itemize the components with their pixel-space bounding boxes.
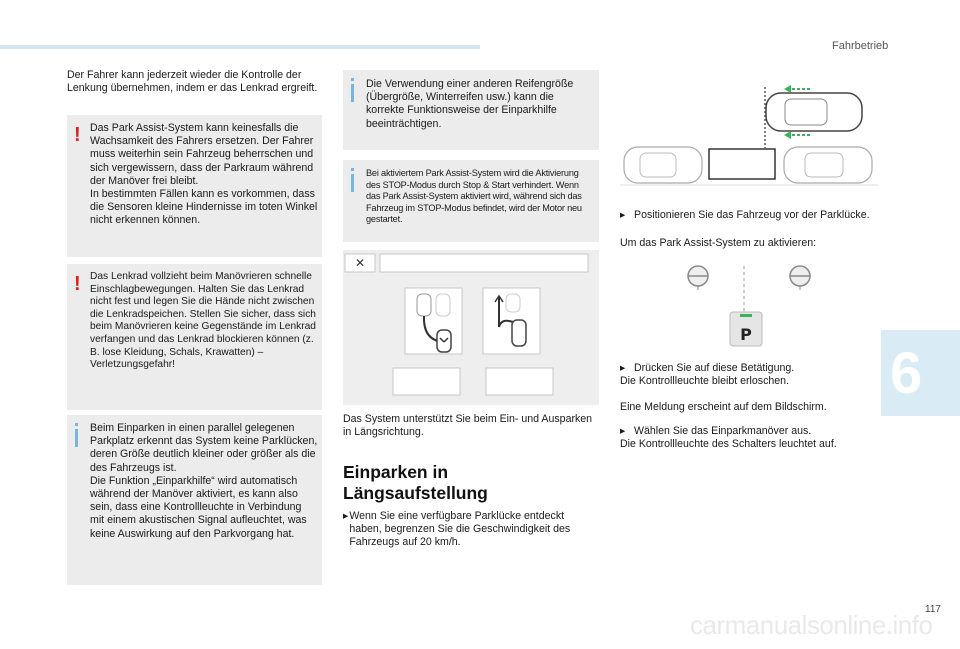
info-box-parking	[67, 415, 322, 585]
step-press: ▸ Drücken Sie auf diese Betätigung. Die Kontrollleuchte bleibt erloschen.	[620, 362, 878, 388]
bullet-marker: ▸	[620, 209, 626, 221]
step-select: ▸ Wählen Sie das Einparkmanöver aus. Die Kontrollleuchte des Schalters leuchtet auf.	[620, 425, 878, 451]
intro-text: Der Fahrer kann jederzeit wieder die Kontrolle der Lenkung übernehmen, indem er das Lenkrad ergreift.	[67, 69, 318, 95]
warning-icon: !	[74, 273, 81, 295]
step-position: ▸ Positionieren Sie das Fahrzeug vor der Parklücke.	[620, 209, 870, 221]
warning-text: In bestimmten Fällen kann es vorkommen, dass die Sensoren kleine Hindernisse im toten Winkel nicht erkennen können.	[90, 188, 318, 227]
info-text: Die Verwendung einer anderen Reifengröße (Übergröße, Winterreifen usw.) kann die korrekte Funktionsweise der Einparkhilfe beeinträchtigen.	[366, 78, 574, 130]
activate-text: Um das Park Assist-System zu aktivieren:	[620, 237, 817, 249]
warning-box-vigilance	[67, 115, 322, 257]
info-text: Beim Einparken in einen parallel gelegenen Parkplatz erkennt das System keine Parklücken, deren Größe deutlich kleiner oder größer als die des Fahrzeugs ist.	[90, 422, 318, 474]
message-text: Eine Meldung erscheint auf dem Bildschirm.	[620, 401, 827, 413]
steering-wheel-illustration	[660, 262, 830, 352]
info-text: Bei aktiviertem Park Assist-System wird die Aktivierung des STOP-Modus durch Stop & Start verhindert. Wenn das Park Assist-System aktiviert wird, während sich das Fahrzeug im STOP-Modus befindet, wird der Motor neu gestartet.	[366, 168, 582, 225]
step-note: Die Kontrollleuchte des Schalters leuchtet auf.	[620, 438, 837, 451]
info-icon	[75, 429, 78, 447]
caption-text: Das System unterstützt Sie beim Ein- und Ausparken in Längsrichtung.	[343, 413, 593, 439]
watermark: carmanualsonline.info	[690, 610, 933, 640]
bullet-marker: ▸	[620, 362, 626, 374]
bullet-marker: ▸	[343, 510, 349, 522]
warning-box-steering	[67, 264, 322, 410]
chapter-title: Fahrbetrieb	[832, 40, 889, 52]
info-icon	[351, 84, 354, 102]
info-box-tires	[343, 70, 599, 150]
close-icon: ✕	[354, 256, 366, 270]
info-text: Die Funktion „Einparkhilfe“ wird automatisch während der Manöver aktiviert, es kann also sein, dass eine Kontrollleuchte in Verbindung mit einem akustischen Signal aufleuchtet, was keine Auswirkung auf den Parkvorgang hat.	[90, 474, 307, 540]
warning-text: Das Lenkrad vollzieht beim Manövrieren schnelle Einschlagbewegungen. Halten Sie das Lenkrad nicht fest und legen Sie die Hände nicht zwischen die Lenkradspeichen. Stellen Sie sicher, dass sich beim Manövrieren keine Gegenstände im Lenkrad verfangen und das Lenkrad blockieren können (z. B. lose Kleidung, Schals, Krawatten) – Verletzungsgefahr!	[90, 271, 316, 371]
page-number: 117	[925, 604, 941, 615]
step-note: Die Kontrollleuchte bleibt erloschen.	[620, 375, 790, 388]
chapter-number: 6	[890, 341, 923, 406]
step-speed: ▸ Wenn Sie eine verfügbare Parklücke entdeckt haben, begrenzen Sie die Geschwindigkeit des Fahrzeugs auf 20 km/h.	[343, 510, 571, 549]
park-button-icon: P	[740, 325, 752, 344]
parallel-parking-illustration	[620, 83, 878, 193]
bullet-marker: ▸	[620, 425, 626, 437]
warning-icon: !	[74, 124, 81, 146]
top-accent-bar	[0, 45, 480, 49]
info-icon	[351, 174, 354, 192]
info-box-stop-start	[343, 160, 599, 242]
warning-text: Das Park Assist-System kann keinesfalls die Wachsamkeit des Fahrers ersetzen. Der Fahrer muss weiterhin sein Fahrzeug beherrschen und sich vergewissern, dass der Parkraum während der Manöver frei bleibt.	[90, 122, 314, 187]
parking-screen-illustration	[343, 250, 599, 405]
section-heading: Einparken in Längsaufstellung	[343, 462, 488, 503]
